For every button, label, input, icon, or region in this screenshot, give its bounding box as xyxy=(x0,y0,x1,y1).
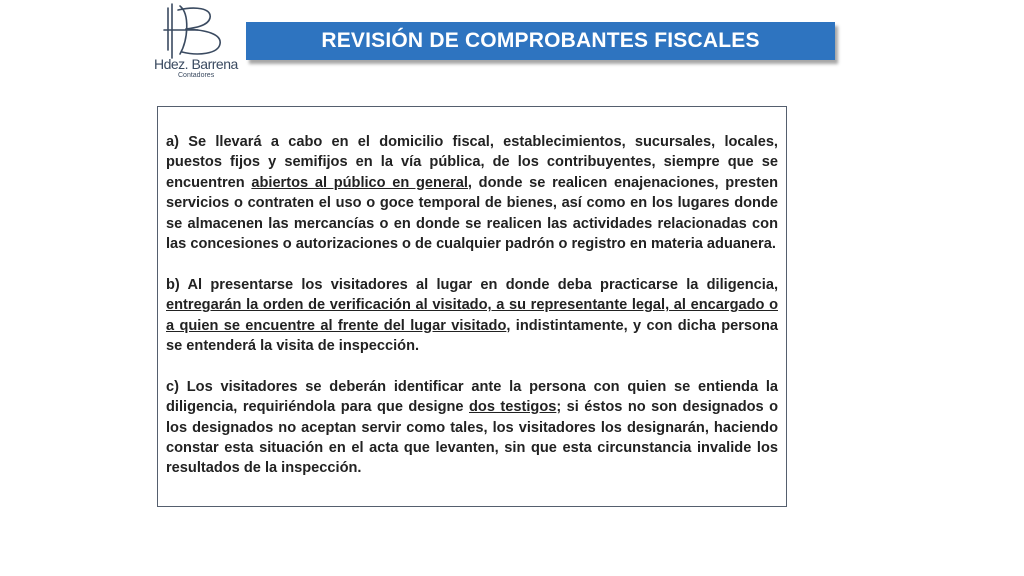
slide-title-bar xyxy=(246,22,835,60)
paragraph-b-underlined: entregarán la orden de verificación al visitado, a su representante legal, al encargado o a quien se encuentre al frente del lugar visitado xyxy=(166,297,778,334)
paragraph-a-underlined: abiertos al público en general, xyxy=(251,174,472,191)
paragraph-a-text-1: a) Se llevará a cabo en el domicilio fiscal, establecimientos, sucursales, locales, puestos fijos y semifijos en la vía pública, de los contribuyentes, siempre que se encuentren xyxy=(166,134,778,191)
slide-title: REVISIÓN DE COMPROBANTES FISCALES xyxy=(321,29,760,52)
content-box xyxy=(157,106,787,507)
paragraph-b-text-1: b) Al presentarse los visitadores al lugar en donde deba practicarse la diligencia, xyxy=(166,276,778,293)
logo-brand-name: Hdez. Barrena xyxy=(154,56,238,72)
paragraph-b xyxy=(166,275,778,357)
logo-monogram-icon xyxy=(150,0,240,60)
logo-brand-subtitle: Contadores xyxy=(178,72,215,79)
paragraph-c-text-2: ; si éstos no son designados o los designados no aceptan servir como tales, los visitadores los designarán, haciendo constar esta situación en el acta que levanten, sin que esta circunstancia invalide los resultados de la inspección. xyxy=(166,399,779,477)
paragraph-a-text-2: donde se realicen enajenaciones, presten servicios o contraten el uso o goce temporal de bienes, así como en los lugares donde se almacenen las mercancías o en donde se realicen las actividades relacionadas con las concesiones o autorizaciones o de cualquier padrón o registro en materia aduanera. xyxy=(166,174,778,253)
company-logo xyxy=(150,0,240,86)
paragraph-c-underlined: dos testigos xyxy=(469,399,557,416)
paragraph-c xyxy=(166,377,778,479)
paragraph-a xyxy=(166,132,778,254)
paragraph-c-text-1: c) Los visitadores se deberán identificar ante la persona con quien se entienda la diligencia, requiriéndola para que designe xyxy=(166,378,778,416)
paragraph-b-text-2: , indistintamente, y con dicha persona se entenderá la visita de inspección. xyxy=(166,317,778,355)
